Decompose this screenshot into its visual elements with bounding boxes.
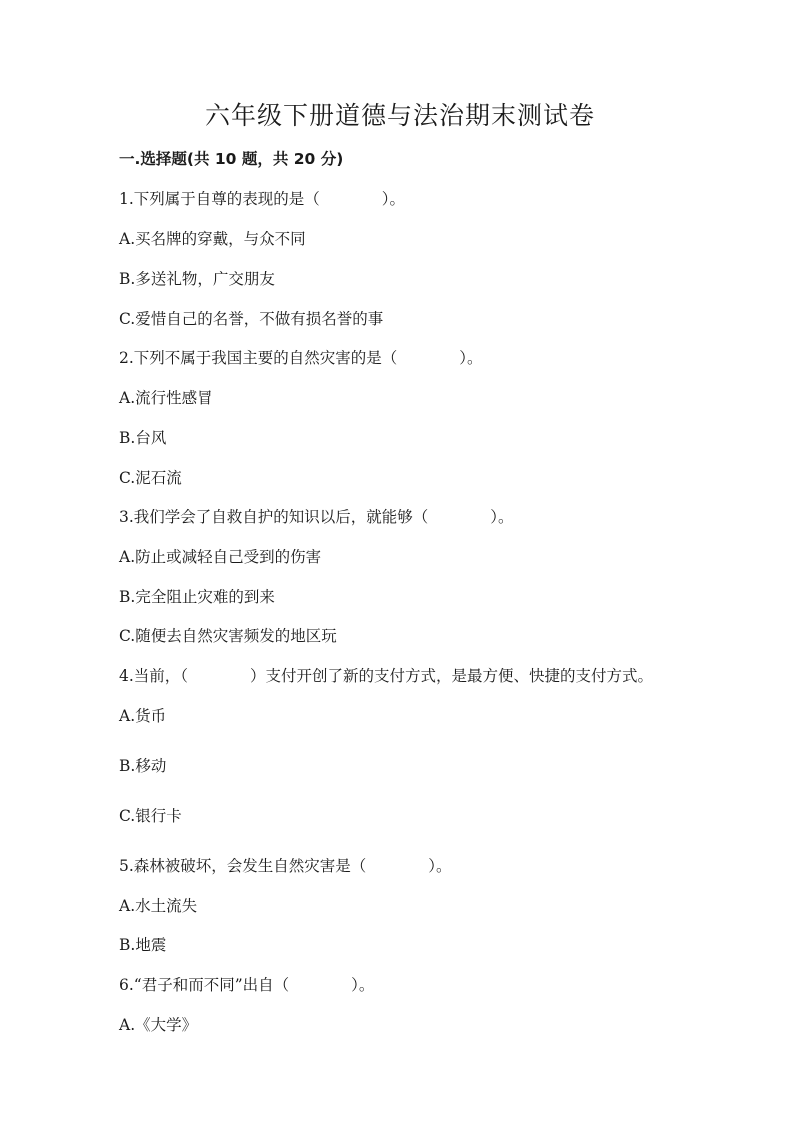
question-option: C.爱惜自己的名誉，不做有损名誉的事 — [119, 310, 384, 328]
question-option: A.货币 — [119, 707, 167, 725]
question-option: A.《大学》 — [119, 1016, 198, 1034]
question-stem: 1.下列属于自尊的表现的是（ ）。 — [119, 190, 406, 208]
question-option: A.流行性感冒 — [119, 389, 213, 407]
question-stem: 5.森林被破坏，会发生自然灾害是（ ）。 — [119, 857, 452, 875]
question-option: C.泥石流 — [119, 469, 182, 487]
question-option: B.台风 — [119, 429, 167, 447]
question-stem: 3.我们学会了自救自护的知识以后，就能够（ ）。 — [119, 508, 514, 526]
question-option: C.银行卡 — [119, 807, 182, 825]
question-option: B.多送礼物，广交朋友 — [119, 270, 275, 288]
question-option: A.买名牌的穿戴，与众不同 — [119, 230, 306, 248]
question-option: A.防止或减轻自己受到的伤害 — [119, 548, 322, 566]
question-option: B.地震 — [119, 936, 167, 954]
question-stem: 6.“君子和而不同”出自（ ）。 — [119, 976, 375, 994]
question-stem: 2.下列不属于我国主要的自然灾害的是（ ）。 — [119, 349, 483, 367]
section-header: 一.选择题(共 10 题，共 20 分) — [119, 150, 344, 168]
exam-title: 六年级下册道德与法治期末测试卷 — [204, 101, 595, 130]
question-option: B.完全阻止灾难的到来 — [119, 588, 275, 606]
question-option: B.移动 — [119, 757, 167, 775]
question-stem: 4.当前，（ ）支付开创了新的支付方式，是最方便、快捷的支付方式。 — [119, 667, 654, 685]
question-option: C.随便去自然灾害频发的地区玩 — [119, 627, 337, 645]
question-option: A.水土流失 — [119, 897, 198, 915]
